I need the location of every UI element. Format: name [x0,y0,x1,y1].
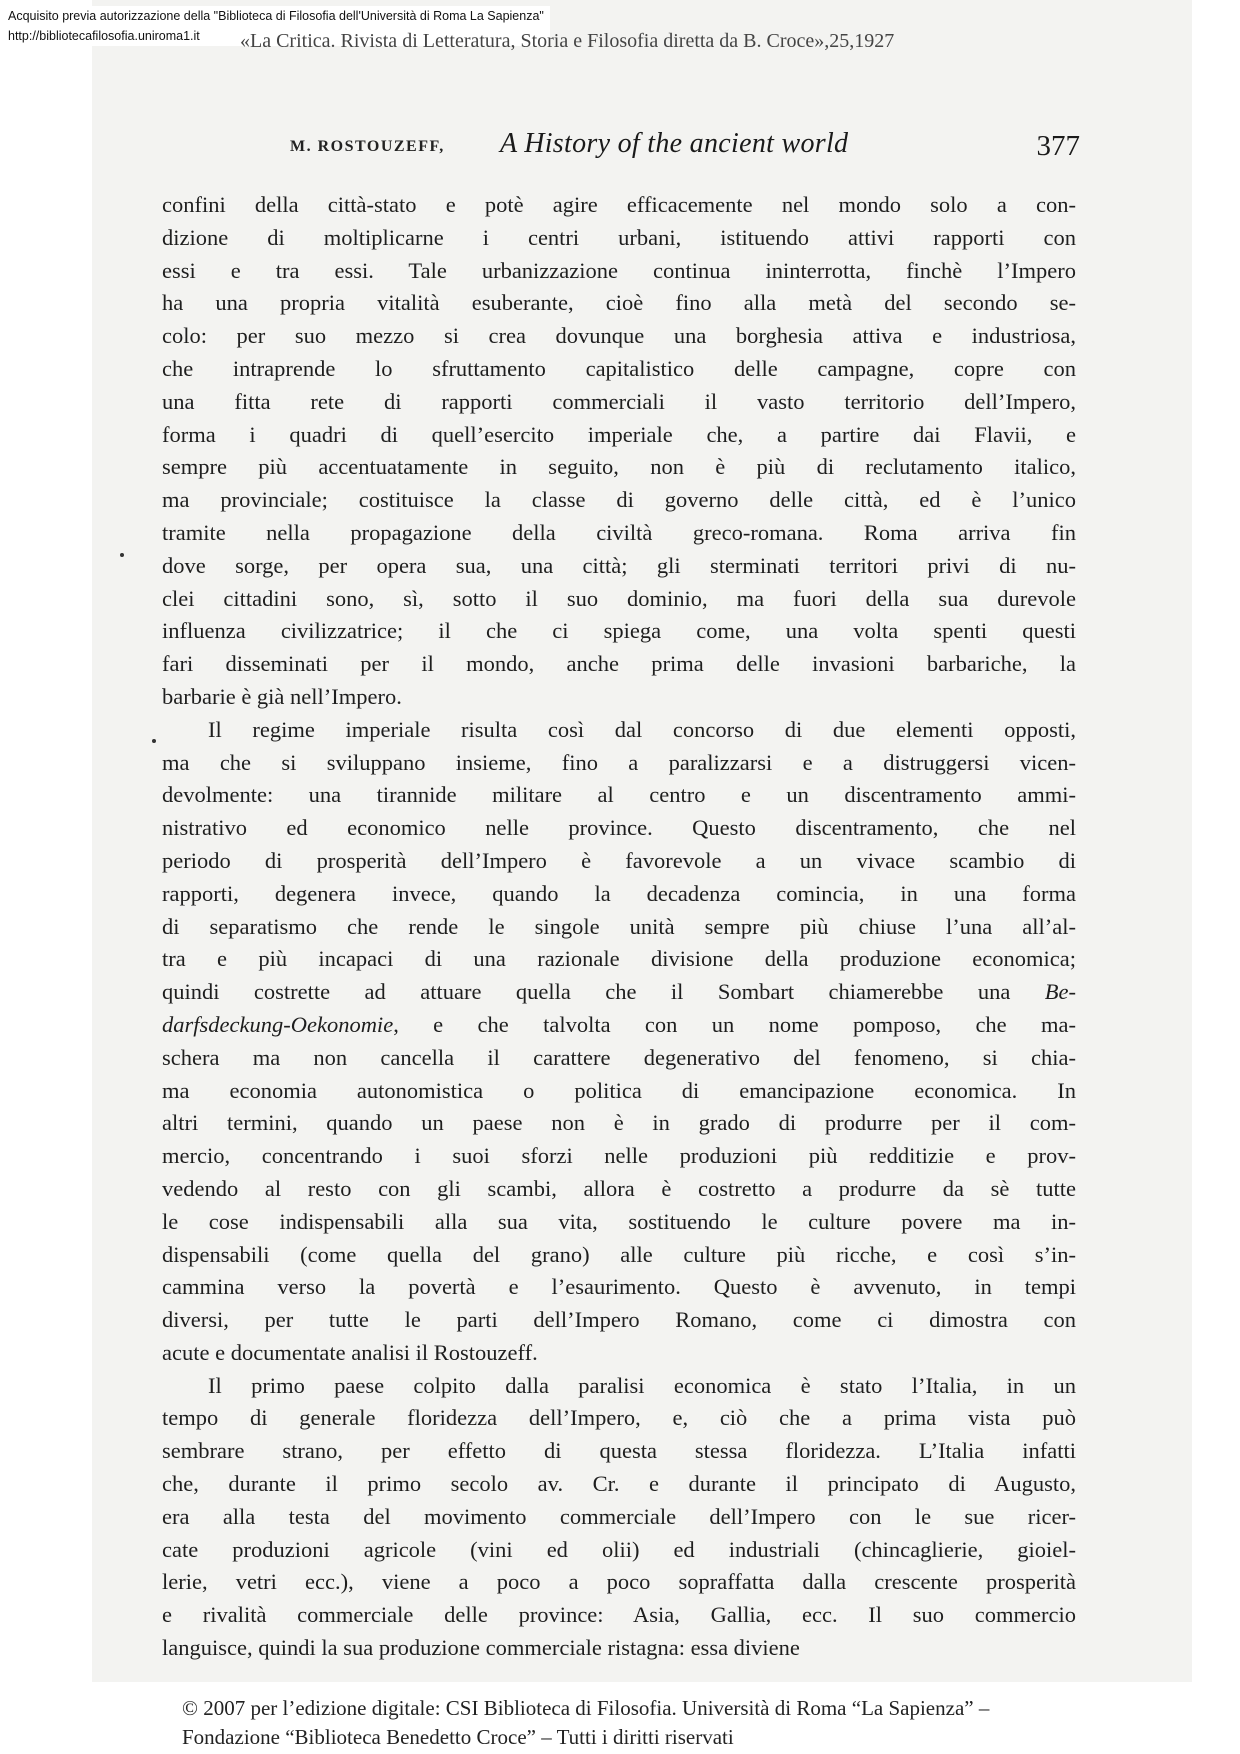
text-line: Il regime imperiale risulta così dal concorso di due elementi opposti, [208,716,1076,742]
italic-term: darfsdeckung-Oekonomie [162,1011,394,1037]
margin-mark [120,553,124,557]
text-line: diversi, per tutte le parti dell’Impero Romano, come ci dimostra con [162,1307,1076,1333]
text-line: cammina verso la povertà e l’esaurimento. Questo è avvenuto, in tempi [162,1274,1076,1300]
text-line: ha una propria vitalità esuberante, cioè fino alla metà del secondo se- [162,290,1076,316]
text-line: dizione di moltiplicarne i centri urbani, istituendo attivi rapporti con [162,224,1076,250]
text-line: una fitta rete di rapporti commerciali il vasto territorio dell’Impero, [162,388,1076,414]
text-line: rapporti, degenera invece, quando la decadenza comincia, in una forma [162,880,1076,906]
article-body [162,189,1076,1665]
text-line: nistrativo ed economico nelle province. Questo discentramento, che nel [162,815,1076,841]
text-line: tra e più incapaci di una razionale divisione della produzione economica; [162,946,1076,972]
margin-mark [152,739,156,743]
text-line: sempre più accentuatamente in seguito, non è più di reclutamento italico, [162,454,1076,480]
text-line: cate produzioni agricole (vini ed olii) ed industriali (chincaglierie, gioiel- [162,1536,1076,1562]
source-citation: «La Critica. Rivista di Letteratura, Storia e Filosofia diretta da B. Croce»,25,1927 [240,30,895,52]
library-url: http://bibliotecafilosofia.uniroma1.it [8,29,200,43]
text-line: altri termini, quando un paese non è in grado di produrre per il com- [162,1110,1076,1136]
text-line: acute e documentate analisi il Rostouzeff. [162,1339,538,1365]
text-line: tempo di generale floridezza dell’Impero, e, ciò che a prima vista può [162,1405,1076,1431]
running-head [290,128,1080,168]
text-line: mercio, concentrando i suoi sforzi nelle produzioni più redditizie e prov- [162,1143,1076,1169]
copyright-line: © 2007 per l’edizione digitale: CSI Biblioteca di Filosofia. Università di Roma “La Sapienza” – [182,1696,990,1720]
text-line: che, durante il primo secolo av. Cr. e durante il principato di Augusto, [162,1471,1076,1497]
text-line: tramite nella propagazione della civiltà greco-romana. Roma arriva fin [162,519,1076,545]
text-line: fari disseminati per il mondo, anche prima delle invasioni barbariche, la [162,651,1076,677]
text-line: le cose indispensabili alla sua vita, sostituendo le culture povere ma in- [162,1208,1076,1234]
text-line: colo: per suo mezzo si crea dovunque una borghesia attiva e industriosa, [162,323,1076,349]
text-line: Il primo paese colpito dalla paralisi economica è stato l’Italia, in un [208,1372,1076,1398]
rights-line: Fondazione “Biblioteca Benedetto Croce” – Tutti i diritti riservati [182,1725,734,1749]
text-line: devolmente: una tirannide militare al centro e un discentramento ammi- [162,782,1076,808]
text-line: ma che si sviluppano insieme, fino a paralizzarsi e a distruggersi vicen- [162,749,1076,775]
copyright-footer [182,1694,989,1752]
text-line: vedendo al resto con gli scambi, allora è costretto a produrre da sè tutte [162,1175,1076,1201]
page-number: 377 [1036,130,1080,162]
text-line: essi e tra essi. Tale urbanizzazione continua ininterrotta, finchè l’Impero [162,257,1076,283]
text-line: ma economia autonomistica o politica di emancipazione economica. In [162,1077,1076,1103]
text-line: schera ma non cancella il carattere degenerativo del fenomeno, si chia- [162,1044,1076,1070]
text-line: forma i quadri di quell’esercito imperiale che, a partire dai Flavii, e [162,421,1076,447]
text-line: barbarie è già nell’Impero. [162,683,402,709]
text-line: confini della città-stato e potè agire efficacemente nel mondo solo a con- [162,192,1076,217]
text-line: ma provinciale; costituisce la classe di governo delle città, ed è l’unico [162,487,1076,513]
text-line: e rivalità commerciale delle province: Asia, Gallia, ecc. Il suo commercio [162,1602,1076,1628]
text-line: quindi costrette ad attuare quella che il Sombart chiamerebbe una Be- [162,979,1076,1005]
permission-notice-text: Acquisito previa autorizzazione della "Biblioteca di Filosofia dell'Università di Roma La Sapienza" [8,9,544,23]
text-line: di separatismo che rende le singole unità sempre più chiuse l’una all’al- [162,913,1076,939]
text-line: era alla testa del movimento commerciale dell’Impero con le sue ricer- [162,1503,1076,1529]
text-line: periodo di prosperità dell’Impero è favorevole a un vivace scambio di [162,847,1076,873]
italic-term: Be- [1044,979,1076,1005]
text-line: influenza civilizzatrice; il che ci spiega come, una volta spenti questi [162,618,1076,644]
text-line: clei cittadini sono, sì, sotto il suo dominio, ma fuori della sua durevole [162,585,1076,611]
text-line: sembrare strano, per effetto di questa stessa floridezza. L’Italia infatti [162,1438,1076,1464]
text-line: lerie, vetri ecc.), viene a poco a poco sopraffatta dalla crescente prosperità [162,1569,1076,1595]
text-line: che intraprende lo sfruttamento capitalistico delle campagne, copre con [162,355,1076,381]
running-head-author: M. ROSTOUZEFF, [290,138,445,155]
running-head-title: A History of the ancient world [500,128,849,159]
text-line: dove sorge, per opera sua, una città; gli sterminati territori privi di nu- [162,552,1076,578]
text-line: darfsdeckung-Oekonomie, e che talvolta con un nome pomposo, che ma- [162,1011,1076,1037]
text-line: dispensabili (come quella del grano) alle culture più ricche, e così s’in- [162,1241,1076,1267]
text-line: languisce, quindi la sua produzione commerciale ristagna: essa diviene [162,1635,800,1661]
